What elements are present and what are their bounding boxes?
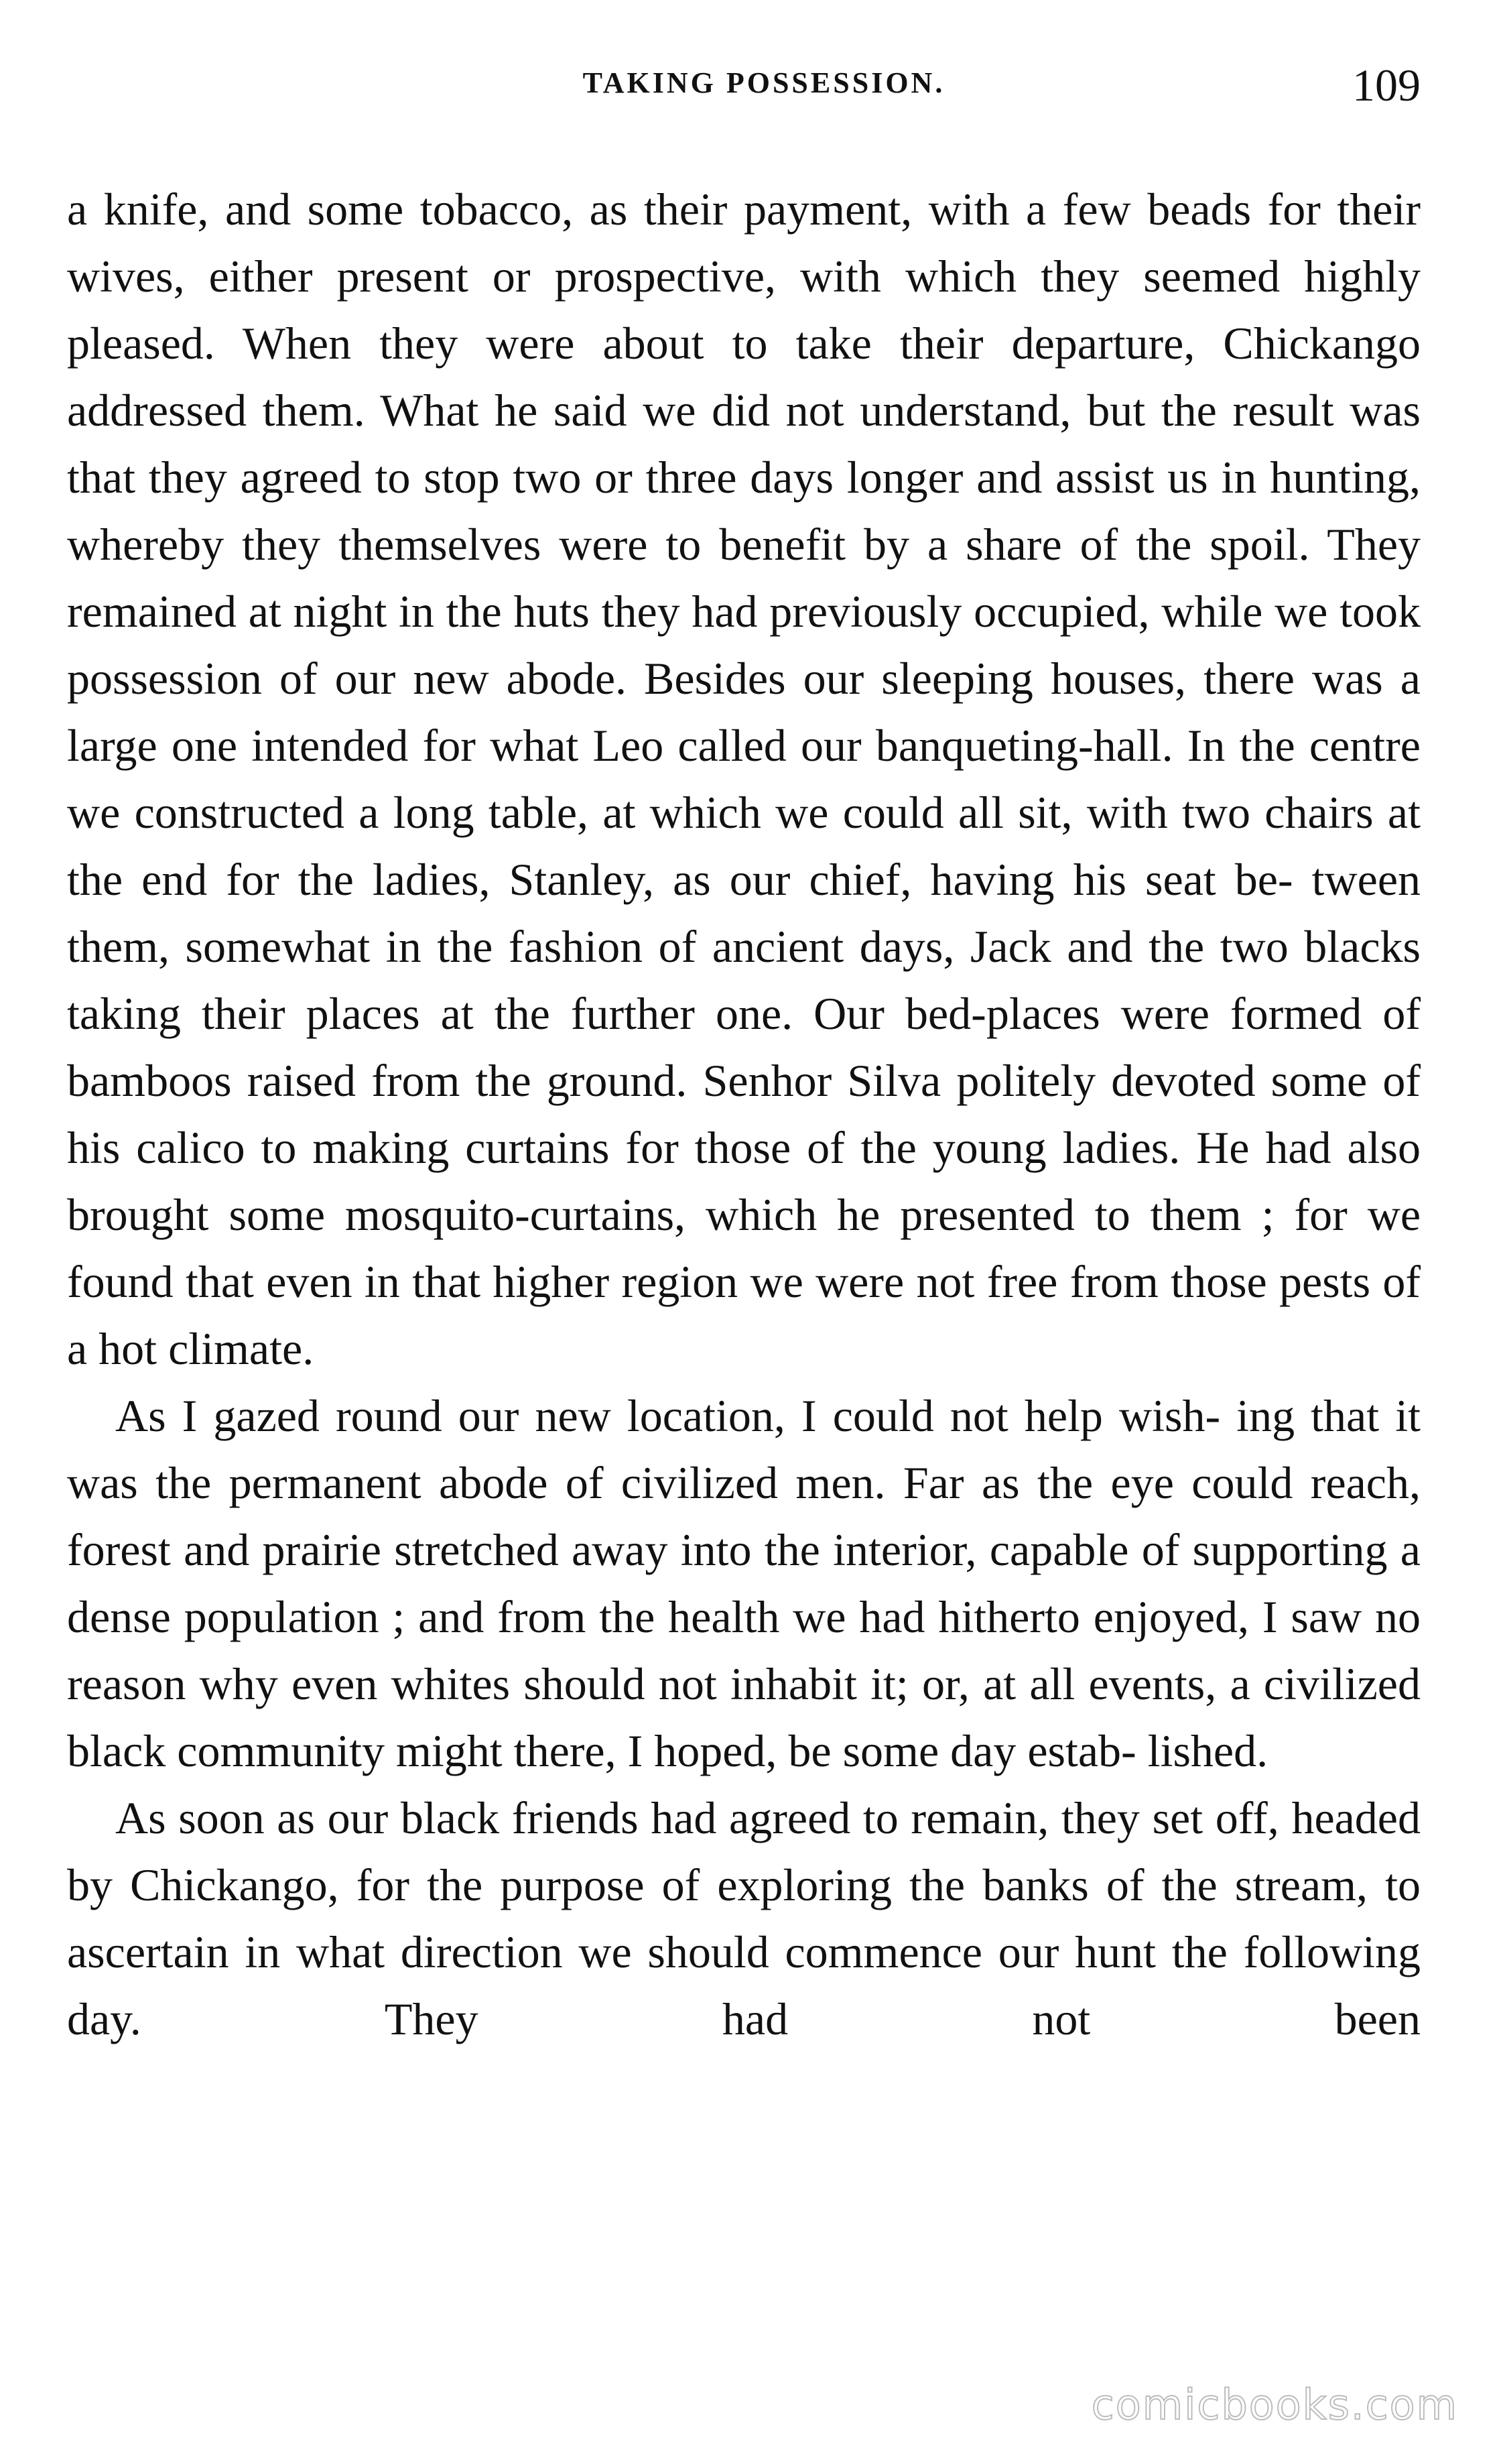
body-text (67, 176, 1421, 2052)
watermark-logo: comicbooks.com (1091, 2380, 1458, 2429)
paragraph-1: a knife, and some tobacco, as their payment, with a few beads for their wives, either present or prospective, with which they seemed highly pleased. When they were about to take their departure, Chickango addressed them. What he said we did not understand, but the result was that they agreed to stop two or three days longer and assist us in hunting, whereby they themselves were to benefit by a share of the spoil. They remained at night in the huts they had previously occupied, while we took possession of our new abode. Besides our sleeping houses, there was a large one intended for what Leo called our banqueting-hall. In the centre we constructed a long table, at which we could all sit, with two chairs at the end for the ladies, Stanley, as our chief, having his seat be- tween them, somewhat in the fashion of ancient days, Jack and the two blacks taking their places at the further one. Our bed-places were formed of bamboos raised from the ground. Senhor Silva politely devoted some of his calico to making curtains for those of the young ladies. He had also brought some mosquito-curtains, which he presented to them ; for we found that even in that higher region we were not free from those pests of a hot climate. (67, 184, 1421, 1374)
page-number: 109 (1352, 60, 1421, 111)
paragraph-2: As I gazed round our new location, I could not help wish- ing that it was the permanent abode of civilized men. Far as the eye could reach, forest and prairie stretched away into the interior, capable of supporting a dense population ; and from the health we had hitherto enjoyed, I saw no reason why even whites should not inhabit it; or, at all events, a civilized black community might there, I hoped, be some day estab- lished. (67, 1390, 1421, 1776)
chapter-title: TAKING POSSESSION. (582, 66, 945, 99)
running-head (67, 59, 1421, 119)
paragraph-3: As soon as our black friends had agreed to remain, they set off, headed by Chickango, for the purpose of exploring the banks of the stream, to ascertain in what direction we should commence our hunt the following day. They had not been (67, 1792, 1421, 2044)
